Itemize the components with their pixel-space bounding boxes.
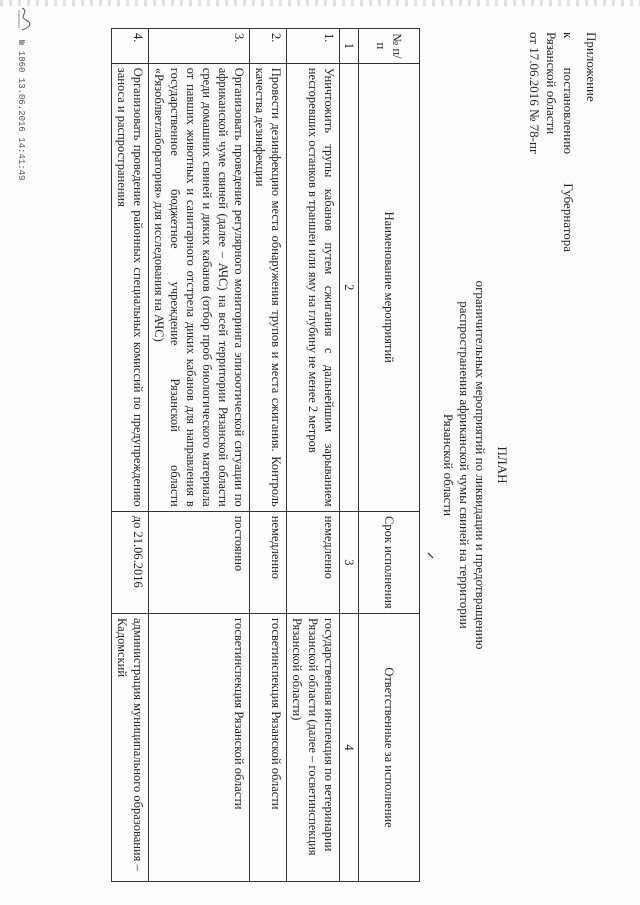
row-responsible: госветинспекция Рязанской области	[250, 614, 287, 882]
row-number: 2.	[250, 29, 287, 64]
table-column-numbers-row	[340, 29, 359, 882]
plan-line-2: распространения африканской чумы свиней на территории	[457, 301, 472, 629]
column-number-4: 4	[340, 614, 359, 882]
appendix-line-2: Рязанской области	[544, 32, 559, 135]
appendix-title: Приложение	[584, 32, 599, 102]
row-responsible: госветинспекция Рязанской области	[149, 614, 250, 882]
appendix-line-3: от 17.06.2016 № 78-пг	[527, 32, 542, 155]
row-measure: Организовать проведение регулярного мониторинга эпизоотической ситуации по африканской чуме свиней (далее – АЧС) на всей территории Рязанской области среди домашних свиней и диких кабанов (отбор проб биологического материала от павших животных и санитарного отстрела диких кабанов для направления в государственное бюджетное учреждение Рязанской области «Рязоблветлаборатория» для исследования на АЧС)	[149, 63, 250, 511]
registration-stamp-icon	[16, 6, 34, 32]
header-term: Срок исполнения	[359, 511, 420, 613]
row-number: 1.	[287, 29, 340, 64]
header-responsible: Ответственные за исполнение	[359, 614, 420, 882]
pencil-mark-icon	[426, 552, 434, 560]
plan-line-1: ограничительных мероприятий по ликвидации и предотвращению	[473, 280, 488, 650]
row-term: постоянно	[149, 511, 250, 613]
appendix-line-1	[560, 32, 577, 252]
row-measure: Уничтожить трупы кабанов путем сжигания с дальнейшим зарыванием несгоревших останков в траншеи или яму на глубину не менее 2 метров	[287, 63, 340, 511]
column-number-3: 3	[340, 511, 359, 613]
table-row	[112, 29, 149, 882]
table-row	[149, 29, 250, 882]
document-registration-stamp: № 1860 13.06.2016 14:41:49	[16, 40, 26, 181]
row-number: 4.	[112, 29, 149, 64]
row-term: немедленно	[287, 511, 340, 613]
column-number-1: 1	[340, 29, 359, 64]
row-term: до 21.06.2016	[112, 511, 149, 613]
row-responsible: администрация муниципального образования – Кадомский	[112, 614, 149, 882]
table-row	[287, 29, 340, 882]
row-term: немедленно	[250, 511, 287, 613]
table-header-row	[359, 29, 420, 882]
plan-line-3: Рязанской области	[441, 413, 456, 517]
appendix-word-postanovleniyu: постановлению	[561, 67, 576, 155]
column-number-2: 2	[340, 63, 359, 511]
header-number: № п/п	[359, 29, 420, 64]
row-measure: Провести дезинфекцию места обнаружения трупов и места сжигания. Контроль качества дезинфекции	[250, 63, 287, 511]
table-row	[250, 29, 287, 882]
row-measure: Организовать проведение районных специальных комиссий по предупреждению заноса и распространения	[112, 63, 149, 511]
row-number: 3.	[149, 29, 250, 64]
appendix-word-k: к	[561, 32, 576, 39]
plan-table	[111, 28, 420, 882]
header-name: Наименование мероприятий	[359, 63, 420, 511]
plan-heading: ПЛАН	[495, 446, 510, 484]
appendix-word-gubernatora: Губернатора	[561, 183, 576, 252]
row-responsible: государственная инспекция по ветеринарии Рязанской области (далее – госветинспекция Рязанской области)	[287, 614, 340, 882]
appendix-block	[526, 32, 600, 252]
